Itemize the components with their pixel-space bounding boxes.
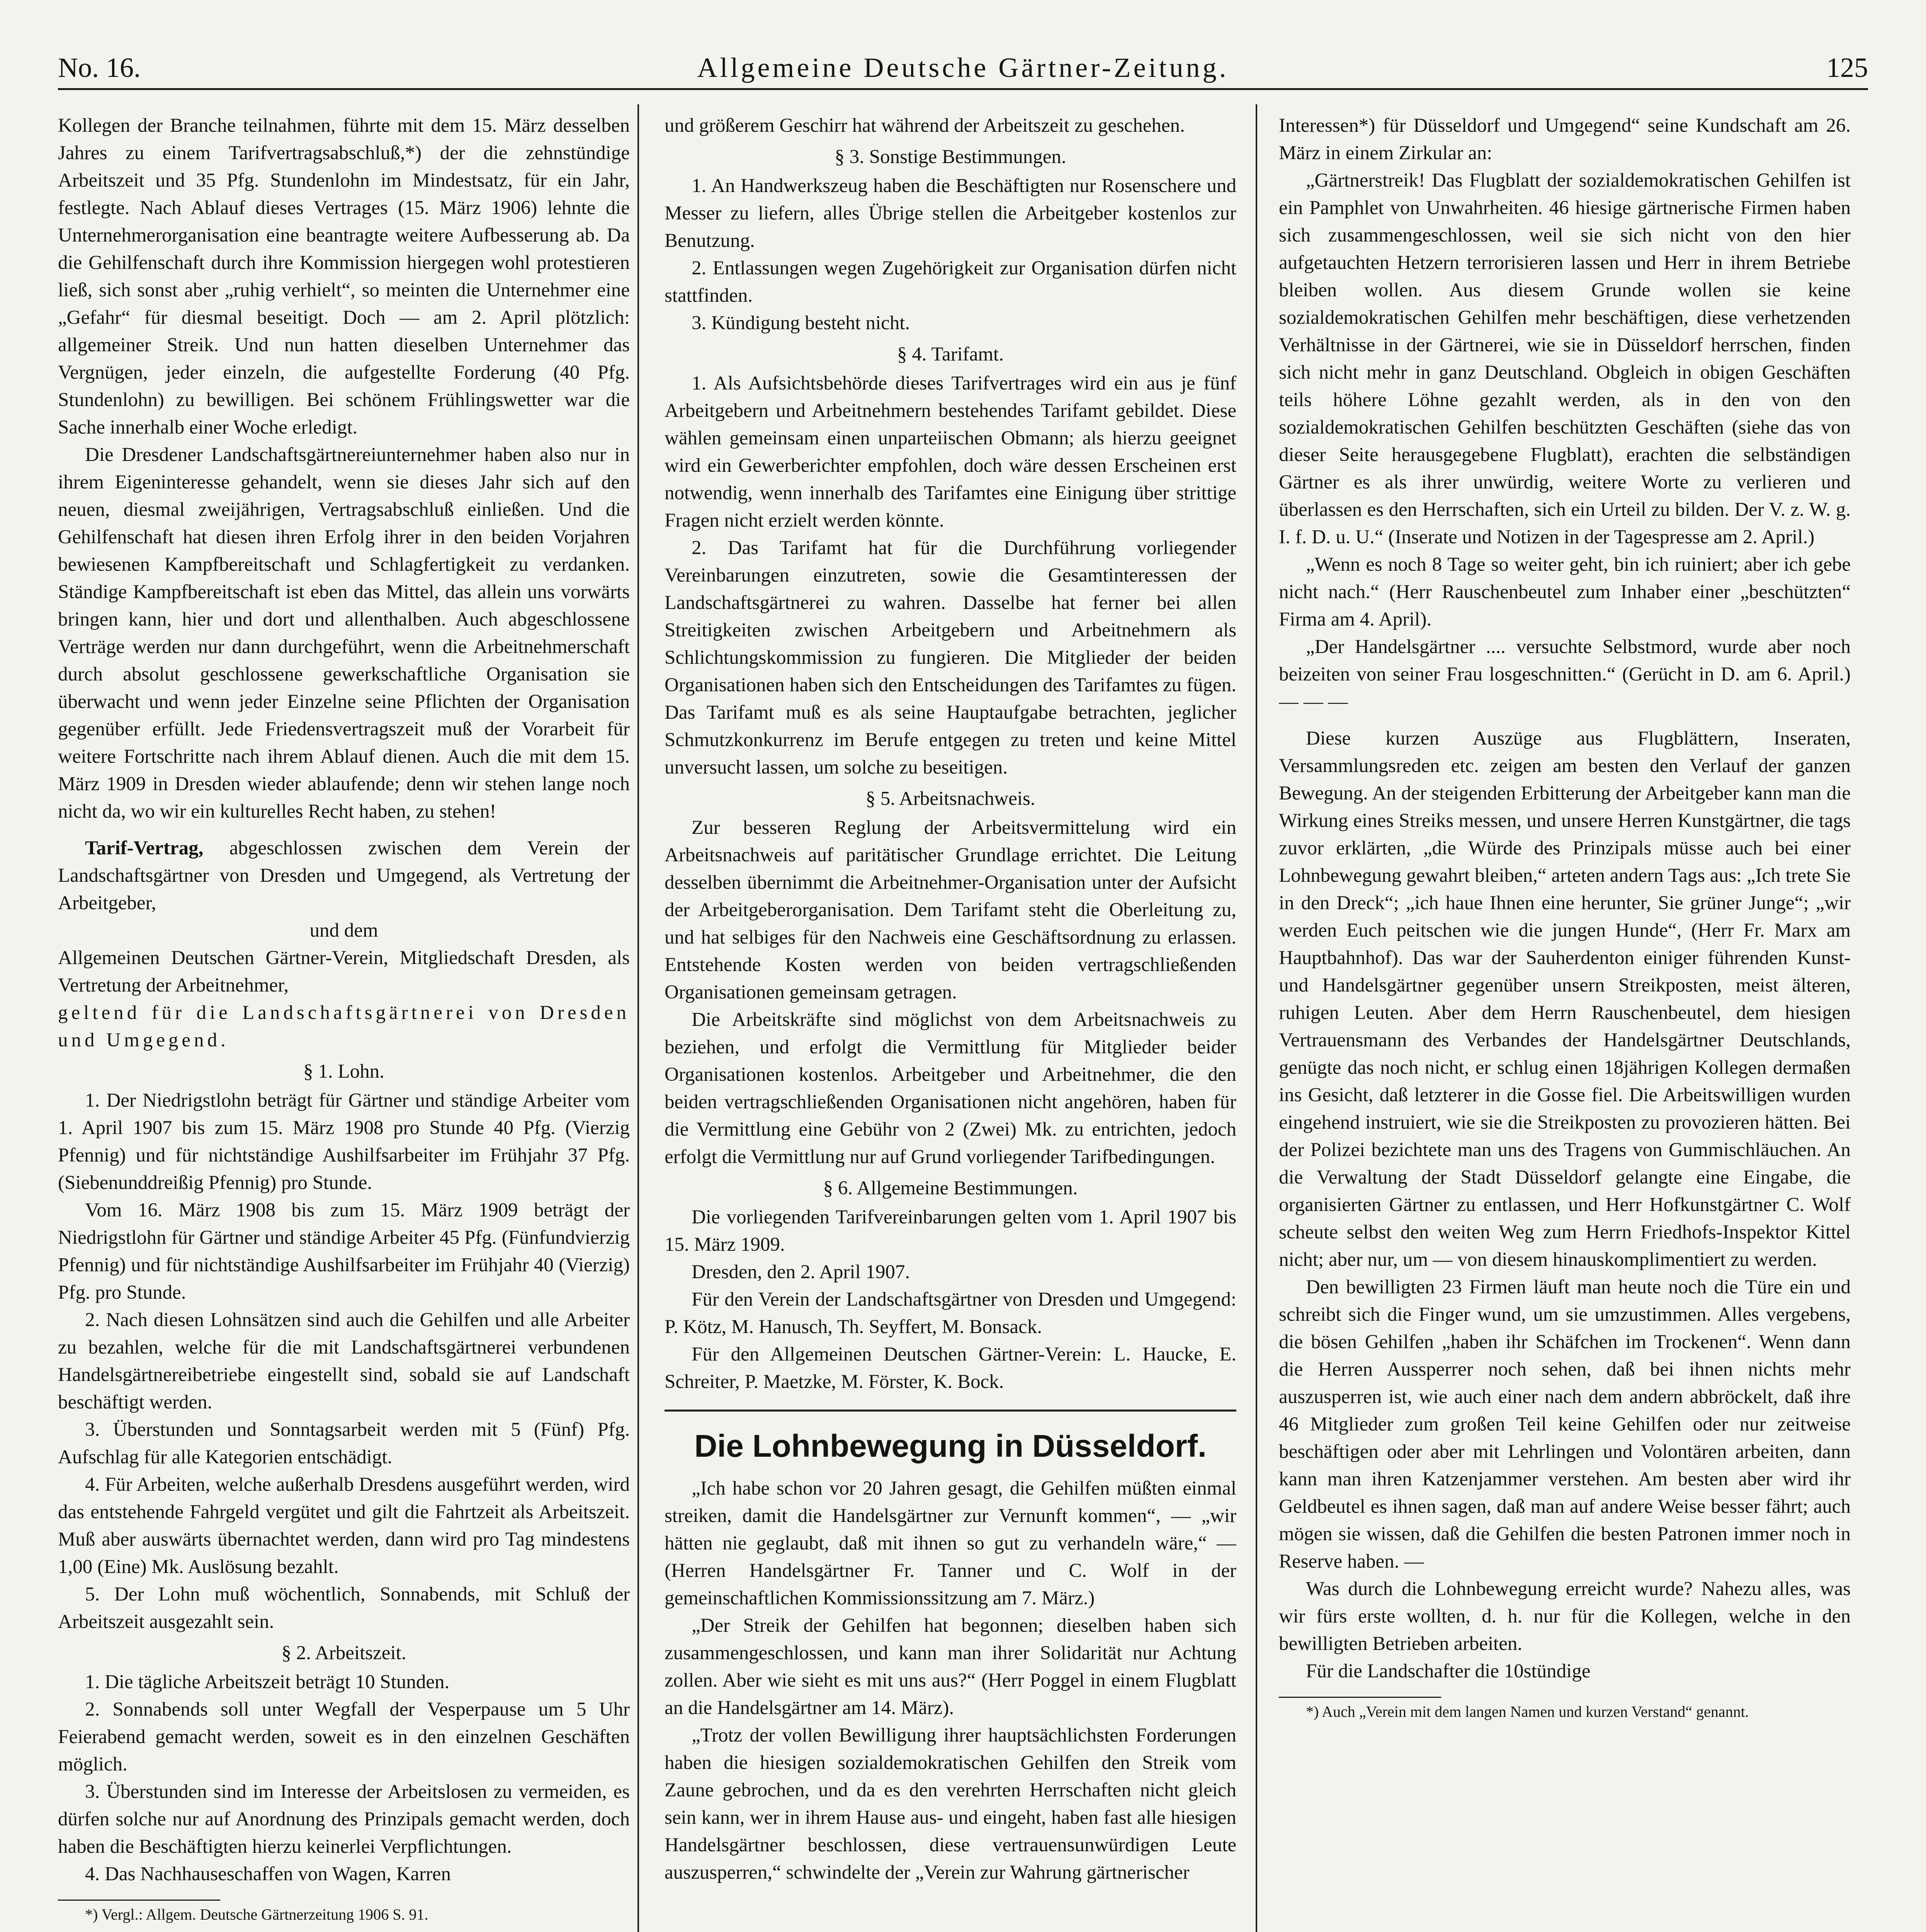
- footnote-rule: [1279, 1697, 1441, 1698]
- paragraph: Kollegen der Branche teilnahmen, führte mit dem 15. März desselben Jahres zu einem Tarifvertragsabschluß,*) der die zehnstündige Arbeitszeit und 35 Pfg. Stundenlohn im Mindestsatz, für ein Jahr, festlegte. Nach Ablauf dieses Vertrages (15. März 1906) lehnte die Unternehmerorganisation eine beantragte weitere Aufbesserung ab. Da die Gehilfenschaft durch ihre Kommission hiergegen wohl protestieren ließ, sich sonst aber „ruhig verhielt“, so meinten die Unternehmer eine „Gefahr“ für diesmal beseitigt. Doch — am 2. April plötzlich: allgemeiner Streik. Und nun hatten dieselben Unternehmer das Vergnügen, jeder einzeln, die aufgestellte Forderung (40 Pfg. Stundenlohn) zu bewilligen. Bei schönem Frühlingswetter war die Sache innerhalb einer Woche erledigt.: [58, 115, 630, 438]
- headline-rule: [665, 1410, 1236, 1412]
- section-heading: § 5. Arbeitsnachweis.: [865, 788, 1035, 810]
- section-heading: § 3. Sonstige Bestimmungen.: [835, 146, 1066, 168]
- column-3: [1279, 112, 1851, 1722]
- paragraph: „Der Streik der Gehilfen hat begonnen; dieselben haben sich zusammengeschlossen, und kann man ihrer Solidarität nur Achtung zollen. Aber wie sieht es mit uns aus?“ (Herr Poggel in einem Flugblatt an die Handelsgärtner am 14. März).: [665, 1615, 1236, 1719]
- paragraph: „Trotz der vollen Bewilligung ihrer hauptsächlichsten Forderungen haben die hiesigen sozialdemokratischen Gehilfen den Streik vom Zaune gebrochen, und da es den verehrten Herrschaften nicht gleich sein kann, wer in ihrem Hause aus- und eingeht, haben fast alle hiesigen Handelsgärtner beschlossen, diese vertrauensunwürdigen Leute auszusperren,“ schwindelte der „Verein zur Wahrung gärtnerischer: [665, 1725, 1236, 1883]
- column-2: [665, 112, 1236, 1886]
- section-heading: § 6. Allgemeine Bestimmungen.: [823, 1177, 1078, 1199]
- section-heading: § 4. Tarifamt.: [897, 344, 1004, 365]
- paragraph: Interessen*) für Düsseldorf und Umgegend“ seine Kundschaft am 26. März in einem Zirkular an:: [1279, 115, 1851, 164]
- paragraph: „Gärtnerstreik! Das Flugblatt der sozialdemokratischen Gehilfen ist ein Pamphlet von Unwahrheiten. 46 hiesige gärtnerische Firmen haben sich zusammengeschlossen, weil sie sich nicht von den hier aufgetauchten Hetzern terrorisieren lassen und Herr in ihrem Betriebe bleiben wollen. Aus diesem Grunde wollen sie keine sozialdemokratischen Gehilfen mehr beschäftigen, diese verhetzenden Verhältnisse in der Gärtnerei, wie sie in Düsseldorf herrschen, finden sich nicht mehr in ganz Deutschland. Obgleich in obigen Geschäften teils höhere Löhne gezahlt werden, als in den von den sozialdemokratischen Gehilfen beschützten Geschäften (siehe das von dieser Seite herausgegebene Flugblatt), erachten die selbständigen Gärtner es als ihrer unwürdig, weitere Worte zu verlieren und überlassen es den Herrschaften, sich ein Urteil zu bilden. Der V. z. W. g. I. f. D. u. U.“ (Inserate und Notizen in der Tagespresse am 2. April.): [1279, 170, 1851, 548]
- paragraph: „Wenn es noch 8 Tage so weiter geht, bin ich ruiniert; aber ich gebe nicht nach.“ (Herr Rauschenbeutel zum Inhaber einer „beschützten“ Firma am 4. April).: [1279, 554, 1851, 630]
- paragraph: 4. Für Arbeiten, welche außerhalb Dresdens ausgeführt werden, wird das entstehende Fahrgeld vergütet und gilt die Fahrtzeit als Arbeitszeit. Muß aber auswärts übernachtet werden, dann wird pro Tag mindestens 1,00 (Eine) Mk. Auslösung bezahlt.: [58, 1474, 630, 1578]
- tarif-title: Tarif-Vertrag,: [85, 837, 204, 859]
- tarif-parties: Allgemeinen Deutschen Gärtner-Verein, Mitgliedschaft Dresden, als Vertretung der Arbeitnehmer,: [58, 947, 630, 996]
- page-header: [58, 43, 1868, 89]
- paragraph: 5. Der Lohn muß wöchentlich, Sonnabends, mit Schluß der Arbeitszeit ausgezahlt sein.: [58, 1583, 630, 1633]
- paragraph: Die Arbeitskräfte sind möglichst von dem Arbeitsnachweis zu beziehen, und erfolgt die Vermittlung für Mitglieder beider Organisationen kostenlos. Arbeitgeber und Arbeitnehmer, die den beiden vertragschließenden Organisationen nicht angehören, haben für die Vermittlung eine Gebühr von 2 (Zwei) Mk. zu entrichten, jedoch erfolgt die Vermittlung nur auf Grund vorliegender Tarifbedingungen.: [665, 1009, 1236, 1168]
- signatures-employees: Für den Allgemeinen Deutschen Gärtner-Verein: L. Haucke, E. Schreiter, P. Maetzke, M. Förster, K. Bock.: [665, 1344, 1236, 1393]
- paragraph: 3. Kündigung besteht nicht.: [692, 312, 910, 334]
- column-divider-left: [637, 104, 639, 1932]
- paragraph: „Der Handelsgärtner .... versuchte Selbstmord, wurde aber noch beizeiten von seiner Frau losgeschnitten.“ (Gerücht in D. am 6. April.) — — —: [1279, 636, 1851, 713]
- tarif-intro: [58, 835, 630, 917]
- spacer: [58, 825, 630, 835]
- paragraph: 4. Das Nachhauseschaffen von Wagen, Karren: [85, 1863, 451, 1885]
- signatures-employers: Für den Verein der Landschaftsgärtner von Dresden und Umgegend: P. Kötz, M. Hanusch, Th. Seyffert, M. Bonsack.: [665, 1289, 1236, 1338]
- paragraph: „Ich habe schon vor 20 Jahren gesagt, die Gehilfen müßten einmal streiken, damit die Handelsgärtner zur Vernunft kommen“, — „wir hätten nie geglaubt, daß mit ihnen so gut zu verhandeln wäre,“ — (Herren Handelsgärtner Fr. Tanner und C. Wolf in der gemeinschaftlichen Kommissionssitzung am 7. März.): [665, 1478, 1236, 1609]
- paragraph: Für die Landschafter die 10stündige: [1306, 1660, 1591, 1682]
- paragraph: 2. Entlassungen wegen Zugehörigkeit zur Organisation dürfen nicht stattfinden.: [665, 257, 1236, 306]
- issue-number: No. 16.: [58, 52, 141, 83]
- section-heading: § 2. Arbeitszeit.: [281, 1642, 406, 1664]
- paragraph: 1. An Handwerkszeug haben die Beschäftigten nur Rosenschere und Messer zu liefern, alles Übrige stellen die Arbeitgeber kostenlos zur Benutzung.: [665, 175, 1236, 252]
- paragraph: Was durch die Lohnbewegung erreicht wurde? Nahezu alles, was wir fürs erste wollten, d. h. nur für die Kollegen, welche in den bewilligten Betrieben arbeiten.: [1279, 1578, 1851, 1655]
- paragraph: 2. Nach diesen Lohnsätzen sind auch die Gehilfen und alle Arbeiter zu bezahlen, welche für die mit Landschaftsgärtnerei verbundenen Handelsgärtnereibetriebe eingestellt sind, sobald sie auf Landschaft beschäftigt werden.: [58, 1309, 630, 1413]
- section-heading: § 1. Lohn.: [303, 1061, 384, 1082]
- column-1: [58, 112, 630, 1925]
- tarif-scope: geltend für die Landschaftsgärtnerei von Dresden und Umgegend.: [58, 1002, 630, 1051]
- paragraph: 2. Das Tarifamt hat für die Durchführung vorliegender Vereinbarungen einzutreten, sowie die Gesamtinteressen der Landschaftsgärtnerei zu wahren. Dasselbe hat ferner bei allen Streitigkeiten zwischen Arbeitgebern und Arbeitnehmern als Schlichtungskommission zu fungieren. Die Mitglieder der beiden Organisationen haben sich den Entscheidungen des Tarifamtes zu fügen. Das Tarifamt muß es als seine Hauptaufgabe betrachten, jeglicher Schmutzkonkurrenz im Berufe entgegen zu treten und keine Mittel unversucht lassen, um solche zu beseitigen.: [665, 537, 1236, 778]
- footnote: *) Auch „Verein mit dem langen Namen und kurzen Verstand“ genannt.: [1306, 1703, 1749, 1720]
- article-headline: Die Lohnbewegung in Düsseldorf.: [694, 1429, 1207, 1464]
- footnote: *) Vergl.: Allgem. Deutsche Gärtnerzeitung 1906 S. 91.: [85, 1906, 428, 1923]
- paragraph: 3. Überstunden und Sonntagsarbeit werden mit 5 (Fünf) Pfg. Aufschlag für alle Kategorien entschädigt.: [58, 1419, 630, 1468]
- paragraph: Den bewilligten 23 Firmen läuft man heute noch die Türe ein und schreibt sich die Finger wund, um sie umzustimmen. Alles vergebens, die bösen Gehilfen „haben ihr Schäfchen im Trockenen“. Wenn dann die Herren Aussperrer noch sehen, daß bei ihnen nichts mehr auszusperren ist, wie auch einer nach dem andern abbröckelt, daß ihre 46 Mitglieder zum großen Teil keine Gehilfen oder nur zeitweise beschäftigen oder aber mit Lehrlingen und Volontären arbeiten, dann kann man ihren Katzenjammer verstehen. Am besten aber wird ihr Geldbeutel es ihnen sagen, daß man auf andere Weise besser fährt; auch mögen sie wissen, daß die Gehilfen die besten Patronen immer noch in Reserve haben. —: [1279, 1276, 1851, 1572]
- header-rule: [58, 88, 1868, 90]
- tarif-intro-text: abgeschlossen zwischen dem Verein der Landschaftsgärtner von Dresden und Umgegend, als Vertretung der Arbeitgeber,: [58, 837, 630, 914]
- footnote-rule: [58, 1900, 220, 1901]
- tarif-and: und dem: [309, 920, 378, 941]
- paragraph: 1. Als Aufsichtsbehörde dieses Tarifvertrages wird ein aus je fünf Arbeitgebern und Arbeitnehmern bestehendes Tarifamt gebildet. Diese wählen gemeinsam einen unparteiischen Obmann; als hierzu geeignet wird ein Gewerberichter empfohlen, doch wäre dessen Erscheinen erst notwendig, wenn innerhalb des Tarifamtes eine Einigung über strittige Fragen nicht erzielt werden könnte.: [665, 372, 1236, 531]
- paragraph: Vom 16. März 1908 bis zum 15. März 1909 beträgt der Niedrigstlohn für Gärtner und ständige Arbeiter 45 Pfg. (Fünfundvierzig Pfennig) und für nichtständige Aushilfsarbeiter im Frühjahr 40 (Vierzig) Pfg. pro Stunde.: [58, 1199, 630, 1303]
- paragraph: Diese kurzen Auszüge aus Flugblättern, Inseraten, Versammlungsreden etc. zeigen am besten den Verlauf der ganzen Bewegung. An der steigenden Erbitterung der Arbeitgeber kann man die Wirkung eines Streiks messen, und unsere Herren Kunstgärtner, die tags zuvor erklärten, „die Würde des Prinzipals müsse auch bei einer Lohnbewegung gewahrt bleiben,“ arteten andern Tags aus: „Ich trete Sie in den Dreck“; „ich haue Ihnen eine herunter, Sie grüner Junge“; „wir werden Euch peitschen wie die jungen Hunde“, (Herr Fr. Marx am Hauptbahnhof). Das war der Sauherdenton einiger führenden Kunst- und Handelsgärtner gegenüber unsern Streikposten, meist älteren, ruhigen Leuten. Aber dem Herrn Rauschenbeutel, dem hiesigen Vertrauensmann des Verbandes der Handelsgärtner Deutschlands, genügte das noch nicht, er schlug einen 18jährigen Kollegen dermaßen ins Gesicht, daß letzterer in die Gosse fiel. Die Arbeitswilligen wurden eingehend instruiert, wie sie die Streikposten zu provozieren hätten. Bei der Polizei bezichtete man uns des Tragens von Gummischläuchen. An die Verwaltung der Stadt Düsseldorf gelangte eine Eingabe, die organisierten Gärtner zu entlassen, und Herr Hofkunstgärtner C. Wolf scheute selbst den weiten Weg zum Herrn Friedhofs-Inspektor Kittel nicht; aber nur, um — von diesem hinauskomplimentiert zu werden.: [1279, 728, 1851, 1270]
- paragraph: Zur besseren Reglung der Arbeitsvermittelung wird ein Arbeitsnachweis auf paritätischer Grundlage errichtet. Die Leitung desselben übernimmt die Arbeitnehmer-Organisation unter der Aufsicht der Arbeitgeberorganisation. Dem Tarifamt steht die Oberleitung zu, und hat selbiges für den Nachweis eine Geschäftsordnung zu erlassen. Entstehende Kosten werden von beiden vertragschließenden Organisationen gemeinsam getragen.: [665, 817, 1236, 1003]
- newspaper-title: Allgemeine Deutsche Gärtner-Zeitung.: [697, 52, 1229, 83]
- paragraph: 1. Der Niedrigstlohn beträgt für Gärtner und ständige Arbeiter vom 1. April 1907 bis zum 15. März 1908 pro Stunde 40 Pfg. (Vierzig Pfennig) und für nichtständige Aushilfsarbeiter im Frühjahr 37 Pfg. (Siebenunddreißig Pfennig) pro Stunde.: [58, 1090, 630, 1194]
- paragraph: und größerem Geschirr hat während der Arbeitszeit zu geschehen.: [665, 115, 1185, 136]
- paragraph: 2. Sonnabends soll unter Wegfall der Vesperpause um 5 Uhr Feierabend gemacht werden, soweit es in den einzelnen Geschäften möglich.: [58, 1699, 630, 1775]
- paragraph: 3. Überstunden sind im Interesse der Arbeitslosen zu vermeiden, es dürfen solche nur auf Anordnung des Prinzipals gemacht werden, doch haben die Beschäftigten hierzu keinerlei Verpflichtungen.: [58, 1781, 630, 1857]
- spacer: [1279, 716, 1851, 725]
- paragraph: 1. Die tägliche Arbeitszeit beträgt 10 Stunden.: [85, 1671, 450, 1693]
- page-number: 125: [1826, 52, 1868, 83]
- column-divider-right: [1256, 104, 1257, 1932]
- signature-date: Dresden, den 2. April 1907.: [692, 1261, 910, 1283]
- paragraph: Die Dresdener Landschaftsgärtnereiunternehmer haben also nur in ihrem Eigeninteresse gehandelt, wenn sie dieses Jahr sich auf den neuen, diesmal zweijährigen, Vertragsabschluß einließen. Und die Gehilfenschaft hat diesen ihren Erfolg ihrer in den beiden Vorjahren bewiesenen Kampfbereitschaft und Schlagfertigkeit zu verdanken. Ständige Kampfbereitschaft ist eben das Mittel, das allein uns vorwärts bringen kann, hier und dort und allenthalben. Auch abgeschlossene Verträge werden nur dann durchgeführt, wenn die Arbeitnehmerschaft durch absolut geschlossene gewerkschaftliche Organisation sie überwacht und wenn jeder Einzelne seine Pflichten der Organisation gegenüber erfüllt. Jede Friedensvertragszeit muß der Vorarbeit für weitere Fortschritte nach ihrem Ablauf dienen. Auch die mit dem 15. März 1909 in Dresden wieder ablaufende; denn wir stehen lange noch nicht da, wo wir ein kulturelles Recht haben, zu stehen!: [58, 444, 630, 822]
- paragraph: Die vorliegenden Tarifvereinbarungen gelten vom 1. April 1907 bis 15. März 1909.: [665, 1206, 1236, 1255]
